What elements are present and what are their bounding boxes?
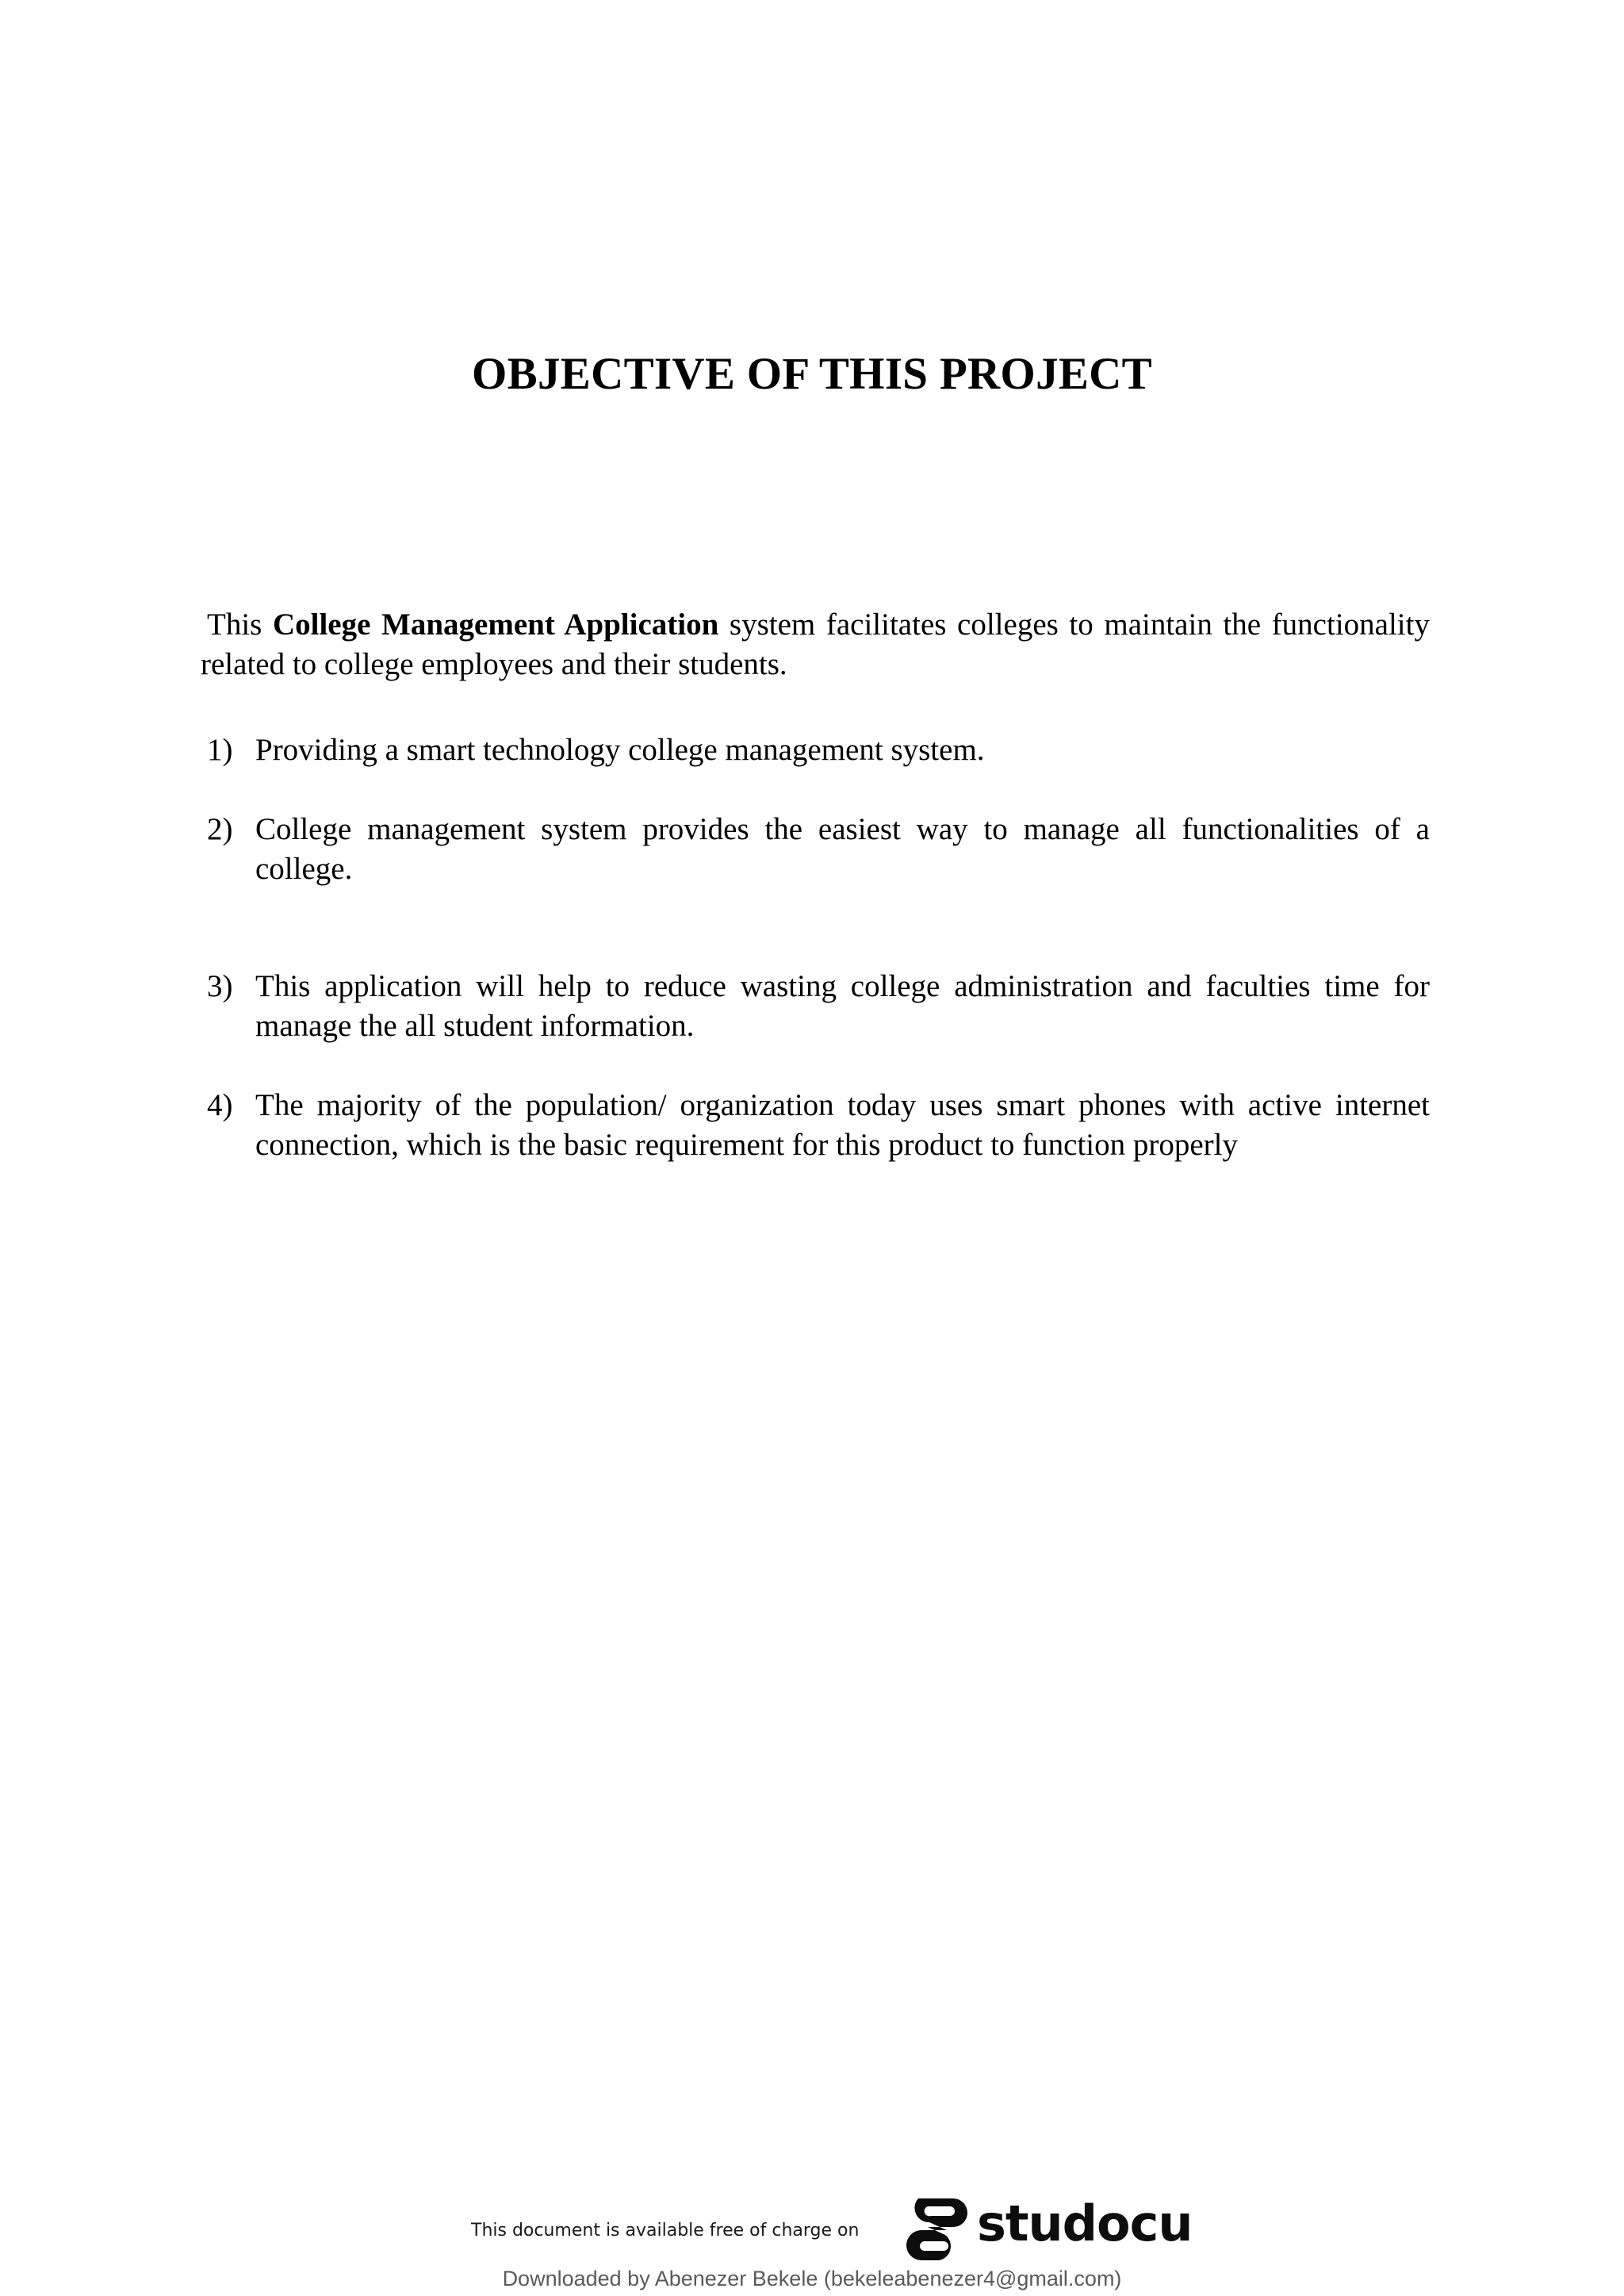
download-note: Downloaded by Abenezer Bekele (bekeleabenezer4@gmail.com)	[502, 2267, 1122, 2290]
intro-lead: This	[207, 608, 262, 642]
list-item	[201, 1086, 1430, 1165]
list-item-number: 1)	[207, 733, 233, 767]
list-item-text: This application will help to reduce wasting college administration and faculties time for manage the all student information.	[255, 969, 1430, 1043]
list-item	[201, 967, 1430, 1046]
availability-note: This document is available free of charge on	[471, 2221, 860, 2240]
list-item-text: Providing a smart technology college management system.	[255, 733, 985, 767]
list-item-number: 2)	[207, 812, 233, 846]
list-item	[201, 730, 1430, 770]
intro-highlight: College Management Application	[272, 608, 719, 642]
brand-name[interactable]: studocu	[977, 2194, 1193, 2252]
list-item-text: The majority of the population/ organization today uses smart phones with active internet connection, which is the basic requirement for this product to function properly	[255, 1088, 1430, 1162]
list-item-text: College management system provides the easiest way to manage all functionalities of a college.	[255, 812, 1430, 886]
studocu-logo-icon	[904, 2195, 971, 2262]
list-item	[201, 810, 1430, 889]
list-item-number: 4)	[207, 1088, 233, 1122]
page-title: OBJECTIVE OF THIS PROJECT	[472, 349, 1152, 399]
list-item-number: 3)	[207, 969, 233, 1003]
intro-rest: system facilitates colleges to maintain the functionality related to college employees and their students.	[201, 608, 1430, 681]
intro-paragraph	[201, 605, 1430, 684]
